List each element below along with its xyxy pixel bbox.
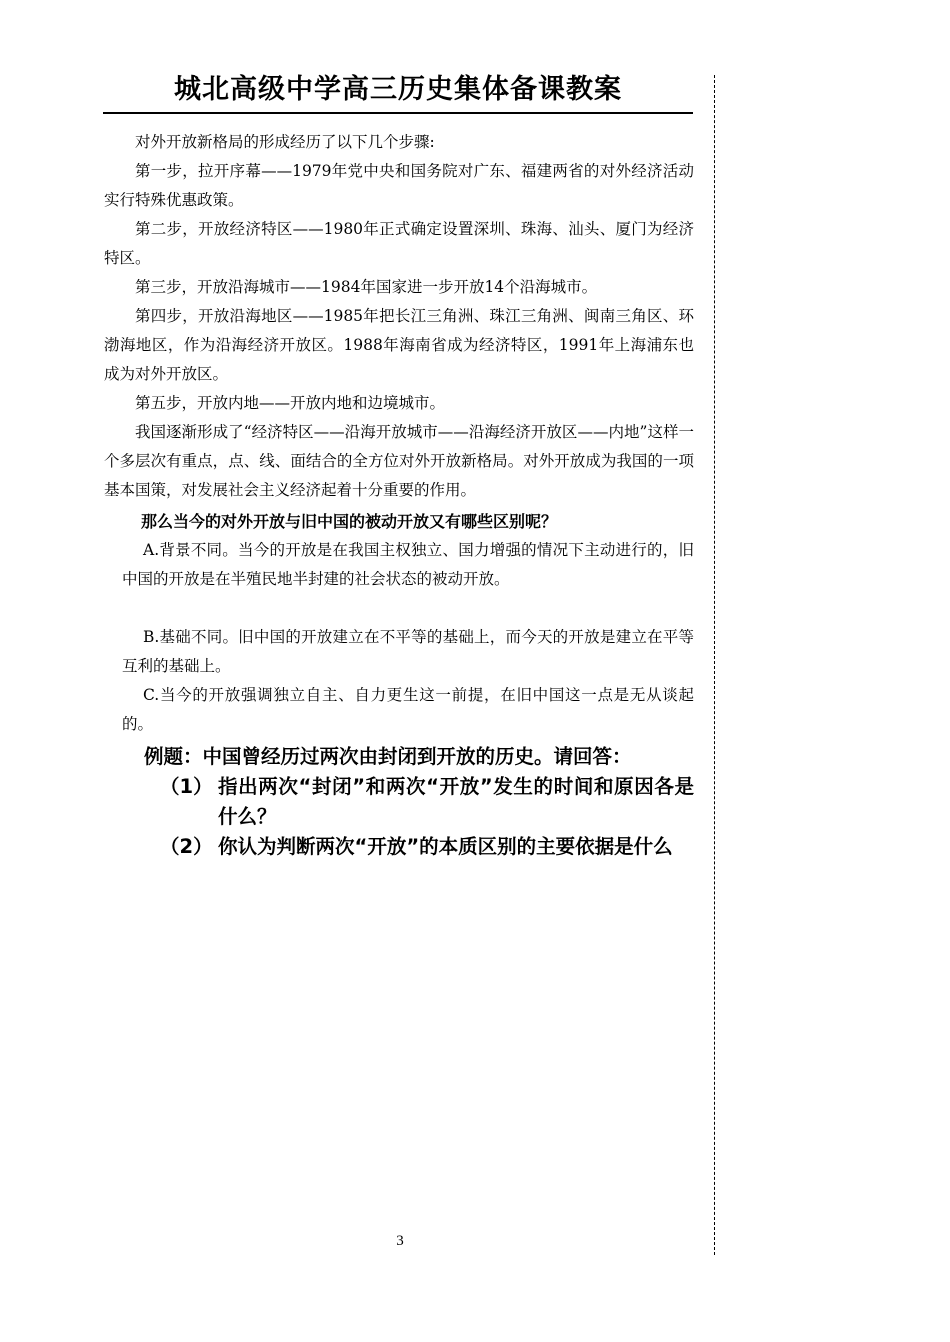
paragraph-step-3: 第三步，开放沿海城市——1984年国家进一步开放14个沿海城市。	[135, 278, 598, 296]
paragraph-intro: 对外开放新格局的形成经历了以下几个步骤:	[135, 133, 435, 151]
example-item	[160, 772, 694, 832]
page-number: 3	[396, 1233, 404, 1249]
example-item-text: 指出两次“封闭”和两次“开放”发生的时间和原因各是什么？	[218, 775, 694, 828]
difference-c: C.当今的开放强调独立自主、自力更生这一前提，在旧中国这一点是无从谈起的。	[122, 686, 694, 733]
example-item-text: 你认为判断两次“开放”的本质区别的主要依据是什么	[218, 835, 673, 858]
example-item-number: （2）	[160, 835, 213, 858]
difference-b: B.基础不同。旧中国的开放建立在不平等的基础上，而今天的开放是建立在平等互利的基础上。	[122, 628, 694, 675]
example-item-number: （1）	[160, 775, 213, 798]
question-heading: 那么当今的对外开放与旧中国的被动开放又有哪些区别呢？	[141, 512, 558, 531]
paragraph-step-4: 第四步，开放沿海地区——1985年把长江三角洲、珠江三角洲、闽南三角区、环渤海地区，作为沿海经济开放区。1988年海南省成为经济特区，1991年上海浦东也成为对外开放区。	[104, 307, 694, 383]
paragraph-step-5: 第五步，开放内地——开放内地和边境城市。	[135, 394, 446, 412]
spacer	[104, 594, 694, 623]
page-title: 城北高级中学高三历史集体备课教案	[103, 68, 693, 114]
binding-cut-line	[714, 75, 715, 1255]
paragraph-step-2: 第二步，开放经济特区——1980年正式确定设置深圳、珠海、汕头、厦门为经济特区。	[104, 220, 694, 267]
difference-a: A.背景不同。当今的开放是在我国主权独立、国力增强的情况下主动进行的，旧中国的开放是在半殖民地半封建的社会状态的被动开放。	[122, 541, 694, 588]
example-title: 例题：中国曾经历过两次由封闭到开放的历史。请回答：	[144, 745, 632, 768]
example-item	[160, 832, 694, 862]
paragraph-summary: 我国逐渐形成了“经济特区——沿海开放城市——沿海经济开放区——内地”这样一个多层次有重点，点、线、面结合的全方位对外开放新格局。对外开放成为我国的一项基本国策，对发展社会主义经济起着十分重要的作用。	[104, 423, 694, 499]
lesson-content	[104, 128, 694, 862]
paragraph-step-1: 第一步，拉开序幕——1979年党中央和国务院对广东、福建两省的对外经济活动实行特殊优惠政策。	[104, 162, 694, 209]
